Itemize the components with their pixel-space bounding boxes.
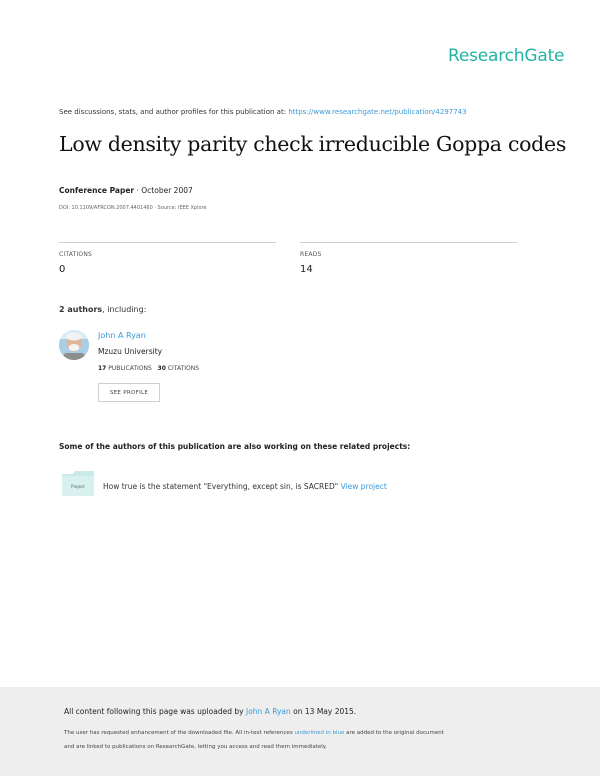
authors-count: 2 authors bbox=[59, 305, 103, 314]
citations-label: CITATIONS bbox=[59, 251, 93, 258]
avatar-photo bbox=[59, 330, 89, 360]
publication-link[interactable]: https://www.researchgate.net/publication/4297743 bbox=[288, 108, 467, 116]
project-item bbox=[103, 482, 387, 491]
publication-date: October 2007 bbox=[141, 186, 193, 195]
publication-type: Conference Paper bbox=[59, 186, 135, 195]
see-profile-button[interactable]: SEE PROFILE bbox=[98, 383, 160, 402]
doi-line: DOI: 10.1109/AFRCON.2007.4401460 · Source: IEEE Xplore bbox=[59, 205, 207, 211]
date-separator: · bbox=[134, 186, 142, 195]
author-affiliation: Mzuzu University bbox=[98, 347, 163, 356]
related-projects-heading: Some of the authors of this publication are also working on these related projects: bbox=[59, 442, 411, 451]
uploader-link[interactable]: John A Ryan bbox=[245, 707, 291, 716]
author-stats bbox=[98, 365, 199, 372]
author-publications-count: 17 bbox=[98, 365, 107, 372]
upload-notice-text-a: All content following this page was uploaded by bbox=[64, 707, 246, 716]
project-folder-label: Project bbox=[71, 484, 85, 489]
authors-count-rest: , including: bbox=[102, 305, 147, 314]
citations-divider bbox=[59, 242, 276, 243]
enhancement-text-b: are added to the original document bbox=[344, 730, 444, 736]
discussion-notice-text: See discussions, stats, and author profiles for this publication at: bbox=[59, 108, 289, 116]
upload-notice-text-b: on 13 May 2015. bbox=[290, 707, 357, 716]
reads-value: 14 bbox=[300, 264, 313, 275]
publication-title: Low density parity check irreducible Goppa codes bbox=[59, 132, 567, 156]
author-citations-label: CITATIONS bbox=[165, 365, 200, 372]
upload-notice bbox=[64, 707, 356, 716]
avatar[interactable] bbox=[59, 330, 89, 360]
researchgate-logo[interactable]: ResearchGate bbox=[448, 46, 565, 66]
author-name-link[interactable]: John A Ryan bbox=[98, 331, 146, 340]
enhancement-notice bbox=[64, 730, 444, 736]
reads-label: READS bbox=[300, 251, 322, 258]
project-folder-icon bbox=[62, 471, 94, 496]
author-citations-count: 30 bbox=[157, 365, 166, 372]
citations-value: 0 bbox=[59, 264, 66, 275]
author-publications-label: PUBLICATIONS bbox=[106, 365, 152, 372]
underlined-in-blue-text: underlined in blue bbox=[294, 730, 345, 736]
reads-divider bbox=[300, 242, 517, 243]
discussion-notice bbox=[59, 108, 467, 116]
authors-heading bbox=[59, 305, 146, 314]
enhancement-notice-line2: and are linked to publications on ResearchGate, letting you access and read them immediately. bbox=[64, 744, 328, 750]
enhancement-text-a: The user has requested enhancement of the downloaded file. All in-text references bbox=[64, 730, 295, 736]
project-title: How true is the statement "Everything, except sin, is SACRED" bbox=[103, 482, 341, 491]
publication-type-line bbox=[59, 186, 193, 195]
view-project-link[interactable]: View project bbox=[340, 482, 387, 491]
